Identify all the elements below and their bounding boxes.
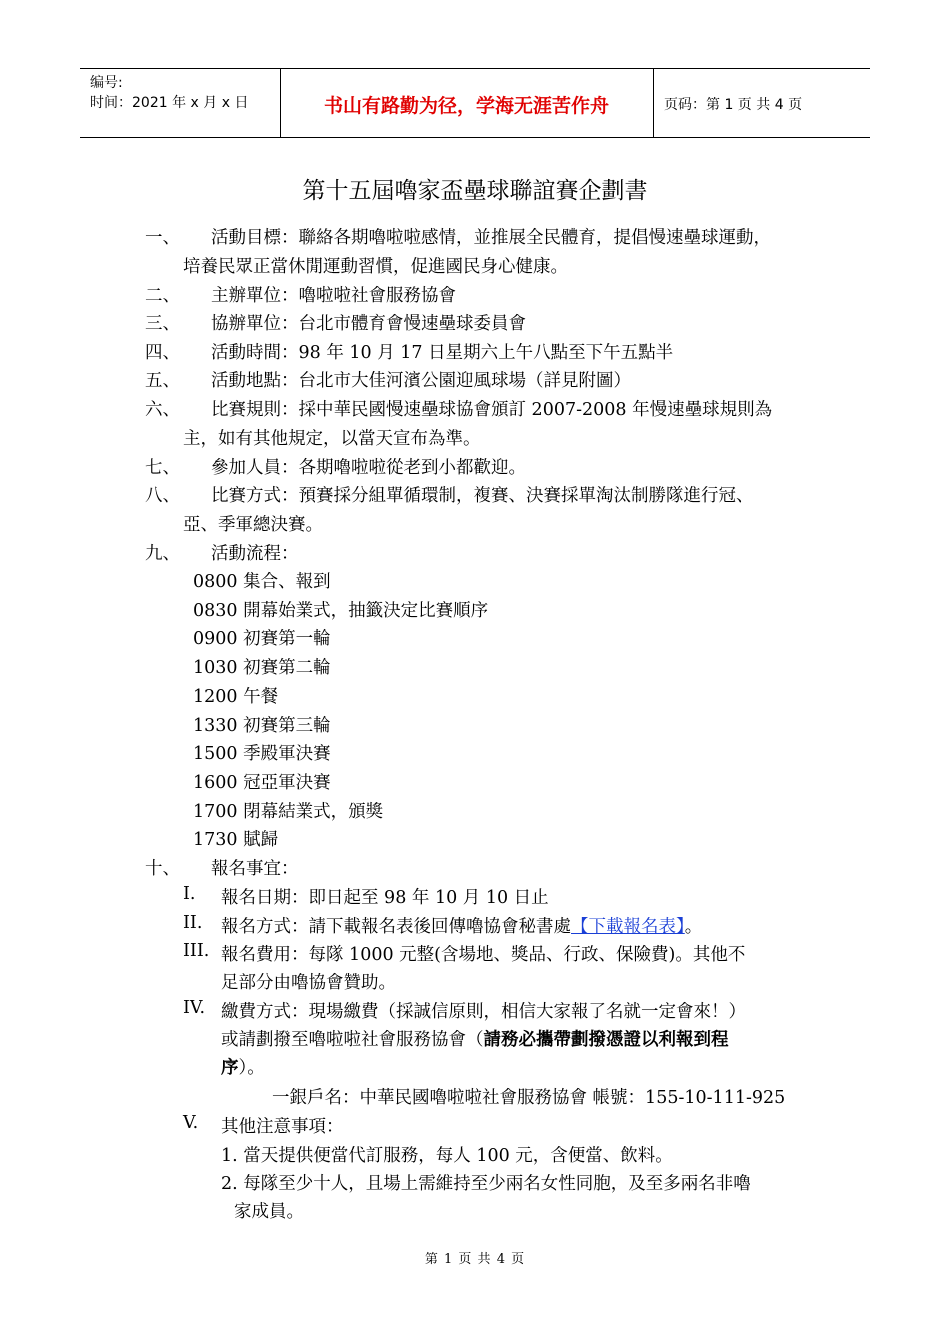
section-number: 八、 — [145, 486, 180, 506]
other-notes-heading: 其他注意事項： — [221, 1117, 344, 1137]
registration-date: 報名日期：即日起至 98 年 10 月 10 日止 — [221, 888, 549, 908]
section-number: 一、 — [145, 228, 180, 248]
section-text: 活動目標：聯絡各期嚕啦啦感情，並推展全民體育，提倡慢速壘球運動， — [211, 228, 771, 248]
section-text: 比賽方式：預賽採分組單循環制，複賽、決賽採單淘汰制勝隊進行冠、 — [211, 486, 754, 506]
section-text: 協辦單位：台北市體育會慢速壘球委員會 — [211, 314, 526, 334]
section-text: 活動地點：台北市大佳河濱公園迎風球場（詳見附圖） — [211, 371, 631, 391]
payment-method-close: ）。 — [238, 1058, 265, 1078]
schedule-item: 0900 初賽第一輪 — [193, 629, 331, 650]
payment-method-emphasis-end: 序 — [221, 1058, 239, 1078]
registration-fee-line2: 足部分由嚕協會贊助。 — [221, 973, 396, 993]
registration-fee-line1: 報名費用：每隊 1000 元整(含場地、獎品、行政、保險費)。其他不 — [221, 945, 746, 965]
section-text-cont: 培養民眾正當休閒運動習慣，促進國民身心健康。 — [183, 257, 568, 277]
registration-method — [221, 913, 702, 938]
schedule-item: 1600 冠亞軍決賽 — [193, 772, 331, 793]
section-number: 七、 — [145, 458, 180, 478]
document-date: 时间：2021 年 x 月 x 日 — [90, 95, 249, 111]
schedule-item: 0830 開幕始業式，抽籤決定比賽順序 — [193, 600, 489, 621]
item-number: I. — [183, 884, 196, 904]
registration-heading: 報名事宜： — [211, 859, 299, 879]
section-number: 九、 — [145, 544, 180, 564]
section-text: 主辦單位：嚕啦啦社會服務協會 — [211, 286, 456, 306]
registration-method-tail: 。 — [684, 917, 703, 937]
payment-method-line1: 繳費方式：現場繳費（採誠信原則，相信大家報了名就一定會來！） — [221, 1002, 746, 1022]
bank-account-info: 一銀戶名：中華民國嚕啦啦社會服務協會 帳號：155-10-111-925 — [272, 1088, 786, 1108]
section-number: 四、 — [145, 343, 180, 363]
header-divider — [653, 69, 654, 137]
schedule-item: 1500 季殿軍決賽 — [193, 744, 331, 765]
header-page-info: 页码：第 1 页 共 4 页 — [664, 97, 803, 113]
document-title: 第十五屆嚕家盃壘球聯誼賽企劃書 — [302, 178, 648, 204]
page-header — [80, 68, 870, 138]
item-number: IV. — [183, 998, 206, 1018]
download-form-link[interactable]: 【下載報名表】 — [571, 917, 685, 937]
schedule-item: 1700 閉幕結業式，頒獎 — [193, 801, 384, 822]
section-text: 活動流程： — [211, 544, 299, 564]
note-team-size-cont: 家成員。 — [234, 1202, 304, 1222]
section-text-cont: 主，如有其他規定，以當天宣布為準。 — [183, 429, 481, 449]
schedule-item: 0800 集合、報到 — [193, 572, 331, 592]
section-number: 六、 — [145, 400, 180, 420]
registration-method-text: 報名方式：請下載報名表後回傳嚕協會秘書處 — [221, 917, 571, 937]
payment-method-text: 或請劃撥至嚕啦啦社會服務協會（ — [221, 1030, 484, 1050]
item-number: II. — [183, 913, 203, 933]
item-number: III. — [183, 941, 210, 961]
note-lunch: 1. 當天提供便當代訂服務，每人 100 元，含便當、飲料。 — [221, 1146, 673, 1166]
schedule-item: 1330 初賽第三輪 — [193, 715, 331, 736]
section-text: 比賽規則：採中華民國慢速壘球協會頒訂 2007-2008 年慢速壘球規則為 — [211, 400, 773, 420]
payment-method-line3 — [221, 1054, 265, 1079]
header-meta — [90, 73, 248, 113]
payment-method-line2 — [221, 1026, 729, 1051]
header-motto: 书山有路勤为径，学海无涯苦作舟 — [323, 95, 609, 117]
section-number: 二、 — [145, 286, 180, 306]
payment-method-emphasis: 請務必攜帶劃撥憑證以利報到程 — [483, 1030, 729, 1050]
section-number: 三、 — [145, 314, 180, 334]
document-number-label: 编号: — [90, 75, 123, 91]
section-text: 活動時間：98 年 10 月 17 日星期六上午八點至下午五點半 — [211, 343, 674, 363]
note-team-size: 2. 每隊至少十人，且場上需維持至少兩名女性同胞，及至多兩名非嚕 — [221, 1174, 751, 1194]
section-text: 參加人員：各期嚕啦啦從老到小都歡迎。 — [211, 458, 526, 478]
item-number: V. — [183, 1113, 199, 1133]
page-footer: 第 1 页 共 4 页 — [424, 1252, 526, 1267]
section-number: 五、 — [145, 371, 180, 391]
schedule-item: 1730 賦歸 — [193, 830, 279, 851]
section-text-cont: 亞、季軍總決賽。 — [183, 515, 323, 535]
section-number: 十、 — [145, 859, 180, 879]
schedule-item: 1200 午餐 — [193, 686, 279, 707]
schedule-item: 1030 初賽第二輪 — [193, 658, 331, 679]
